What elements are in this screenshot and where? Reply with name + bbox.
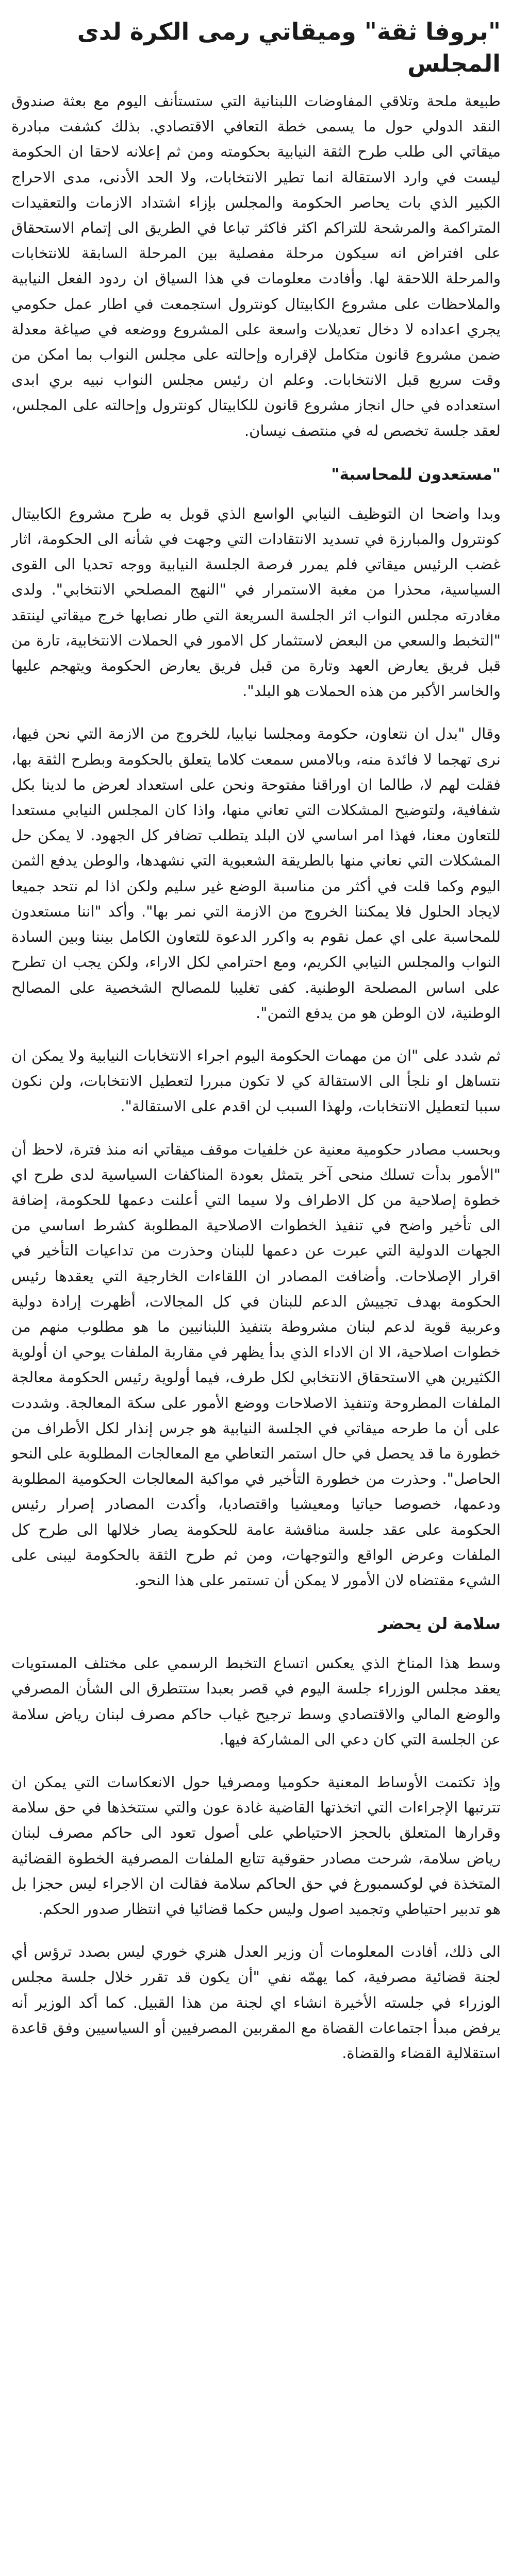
article-paragraph: وسط هذا المناخ الذي يعكس اتساع التخبط الرسمي على مختلف المستويات يعقد مجلس الوزراء جلسة اليوم في قصر بعبدا ستتطرق الى الشأن المصرفي والوضع المالي والاقتصادي وسط ترجيح غياب حاكم مصرف لبنان رياض سلامة عن الجلسة التي كان دعي الى المشاركة فيها. [11, 1654, 501, 1748]
article-headline: "بروفا ثقة" وميقاتي رمى الكرة لدى المجلس [77, 18, 501, 77]
article-paragraph: ثم شدد على "ان من مهمات الحكومة اليوم اجراء الانتخابات النيابية ولا يمكن ان نتساهل او نلجأ الى الاستقالة كي لا تكون مبررا لتعطيل الانتخابات، ولن نكون سببا لتعطيل الانتخابات، ولهذا السبب لن اقدم على الاستقالة". [11, 1046, 501, 1115]
article-paragraph: وبدا واضحا ان التوظيف النيابي الواسع الذي قوبل به طرح مشروع الكابيتال كونترول والمبارزة في تسديد الانتقادات التي وجهت في شأنه الى الحكومة، اثار غضب الرئيس ميقاتي فلم يمرر فرصة الجلسة النيابية ووجه تحديا الى القوى السياسية، محذرا من مغبة الاستمرار في "النهج المصلحي الانتخابي". ولدى مغادرته مجلس النواب اثر الجلسة السريعة التي طار نصابها خرج ميقاتي لينتقد "التخبط والسعي من البعض لاستثمار كل الامور في الحملات الانتخابية، تارة من قبل فريق يعارض العهد وتارة من قبل فريق يعارض الحكومة ويتهجم عليها والخاسر الأكبر من هذه الحملات هو البلد". [11, 504, 501, 700]
article-paragraph: طبيعة ملحة وتلاقي المفاوضات اللبنانية التي ستستأنف اليوم مع بعثة صندوق النقد الدولي حول ما يسمى خطة التعافي الاقتصادي. بذلك كشفت مبادرة ميقاتي الى طلب طرح الثقة النيابية بحكومته ومن ثم إعلانه لاحقا ان الحكومة ليست في وارد الاستقالة انما تطير الانتخابات، ولا الحد الأدنى، مدى الاحراج الكبير الذي بات يحاصر الحكومة والمجلس بإزاء اشتداد الازمات والتعقيدات المتراكمة والمرشحة للتراكم اكثر فاكثر تباعا في الطريق الى إتمام الاستحقاق على افتراض انه سيكون مرحلة مفصلية بين المرحلة السابقة للانتخابات والمرحلة اللاحقة لها. وأفادت معلومات في هذا السياق ان ردود الفعل النيابية والملاحظات على مشروع الكابيتال كونترول استجمعت في اطار عمل حكومي يجري اعداده لا دخال تعديلات واسعة على المشروع ووضعه في صياغة معدلة ضمن مشروع قانون متكامل لإقراره وإحالته على مجلس النواب بما امكن من وقت سريع قبل الانتخابات. وعلم ان رئيس مجلس النواب نبيه بري ابدى استعداده في حال انجاز مشروع قانون للكابيتال كونترول وإحالته على المجلس، لعقد جلسة تخصص له في منتصف نيسان. [11, 92, 501, 439]
section-subheading: "مستعدون للمحاسبة" [331, 465, 501, 484]
article-paragraph: وقال "بدل ان نتعاون، حكومة ومجلسا نيابيا، للخروج من الازمة التي نحن فيها، نرى تهجما لا فائدة منه، وبالامس سمعت كلاما يتعلق بالحكومة وبطرح الثقة بها، فقلت لهم لا، طالما ان اوراقنا مفتوحة ونحن على استعداد لعرض ما لدينا بكل شفافية، ولتوضيح المشكلات التي تعاني منها، واذا كان المجلس النيابي مستعدا للتعاون معنا، فهذا امر اساسي لان البلد يتطلب تضافر كل الجهود. لا يمكن حل المشكلات التي نعاني منها بالطريقة الشعبوية التي نشهدها، والوطن يدفع الثمن اليوم وكما قلت في أكثر من مناسبة الوضع غير سليم ولكن اذا لم نتحد جميعا لايجاد الحلول فلا يمكننا الخروج من الازمة التي نمر بها". وأكد "اننا مستعدون للمحاسبة على اي عمل نقوم به واكرر الدعوة للتعاون الكامل بيننا وبين السادة النواب والمجلس النيابي الكريم، ومع احترامي لكل الاراء، ولكن يجب ان تطرح على اساس المصلحة الوطنية. كفى تغليبا للمصالح الشخصية على المصالح الوطنية، لان الوطن هو من يدفع الثمن". [11, 725, 501, 1022]
article-paragraph: الى ذلك، أفادت المعلومات أن وزير العدل هنري خوري ليس بصدد ترؤس أي لجنة قضائية مصرفية، كما يهمّه نفي "أن يكون قد تقرر خلال جلسة مجلس الوزراء في جلسته الأخيرة انشاء اي لجنة من هذا القبيل. كما أكد الوزير أنه يرفض مبدأ اجتماعات القضاة مع المقربين المصرفيين أو السياسيين وفق قاعدة استقلالية القضاء والقضاة. [11, 1943, 501, 2062]
article-paragraph: وإذ تكتمت الأوساط المعنية حكوميا ومصرفيا حول الانعكاسات التي يمكن ان تترتبها الإجراءات التي اتخذتها القاضية غادة عون والتي ستتخذها في حق سلامة وقرارها المتعلق بالحجز الاحتياطي على أصول تعود الى حاكم مصرف لبنان رياض سلامة، شرحت مصادر حقوقية تتابع الملفات المصرفية الخطوة القضائية المتخذة في لوكسمبورغ في حق الحاكم سلامة فقالت ان الاجراء ليس حجزا بل هو تدبير احتياطي وتجميد اصول وليس حكما قضائيا في انتظار صدور الحكم. [11, 1773, 501, 1918]
section-subheading: سلامة لن يحضر [378, 1615, 501, 1634]
article-paragraph: وبحسب مصادر حكومية معنية عن خلفيات موقف ميقاتي انه منذ فترة، لاحظ أن "الأمور بدأت تسلك منحى آخر يتمثل بعودة المناكفات السياسية لدى طرح اي خطوة إصلاحية من كل الاطراف ولا سيما التي أعلنت دعمها للحكومة، إضافة الى تأخير واضح في تنفيذ الخطوات الاصلاحية المطلوبة كشرط اساسي من الجهات الدولية التي عبرت عن دعمها للبنان وحذرت من تداعيات التأخير في اقرار الإصلاحات. وأضافت المصادر ان اللقاءات الخارجية التي يعقدها رئيس الحكومة بهدف تجييش الدعم للبنان في كل المجالات، أظهرت إرادة دولية وعربية قوية لدعم لبنان مشروطة بتنفيذ اللبنانيين ما هو مطلوب منهم من خطوات اصلاحية، الا ان الاداء الذي بدأ يظهر في مقاربة الملفات يوحي ان أولوية الكثيرين هي الاستحقاق الانتخابي لكل طرف، فيما أولوية رئيس الحكومة معالجة الملفات المطروحة وتنفيذ الاصلاحات ووضع الأمور على سكة المعالجة. وشددت على أن ما طرحه ميقاتي في الجلسة النيابية هو جرس إنذار لكل الأطراف من خطورة ما قد يحصل في حال استمر التعاطي مع المعالجات المطلوبة على النحو الحاصل". وحذرت من خطورة التأخير في مواكبة المعالجات الحكومية المطلوبة ودعمها، خصوصا حياتيا ومعيشيا واقتصاديا، وأكدت المصادر إصرار رئيس الحكومة على عقد جلسة مناقشة عامة للحكومة يصار خلالها الى طرح كل الملفات وعرض الواقع والتوجهات، ومن ثم طرح الثقة بالحكومة ليبنى على الشيء مقتضاه لان الأمور لا يمكن أن تستمر على هذا النحو. [11, 1140, 501, 1589]
